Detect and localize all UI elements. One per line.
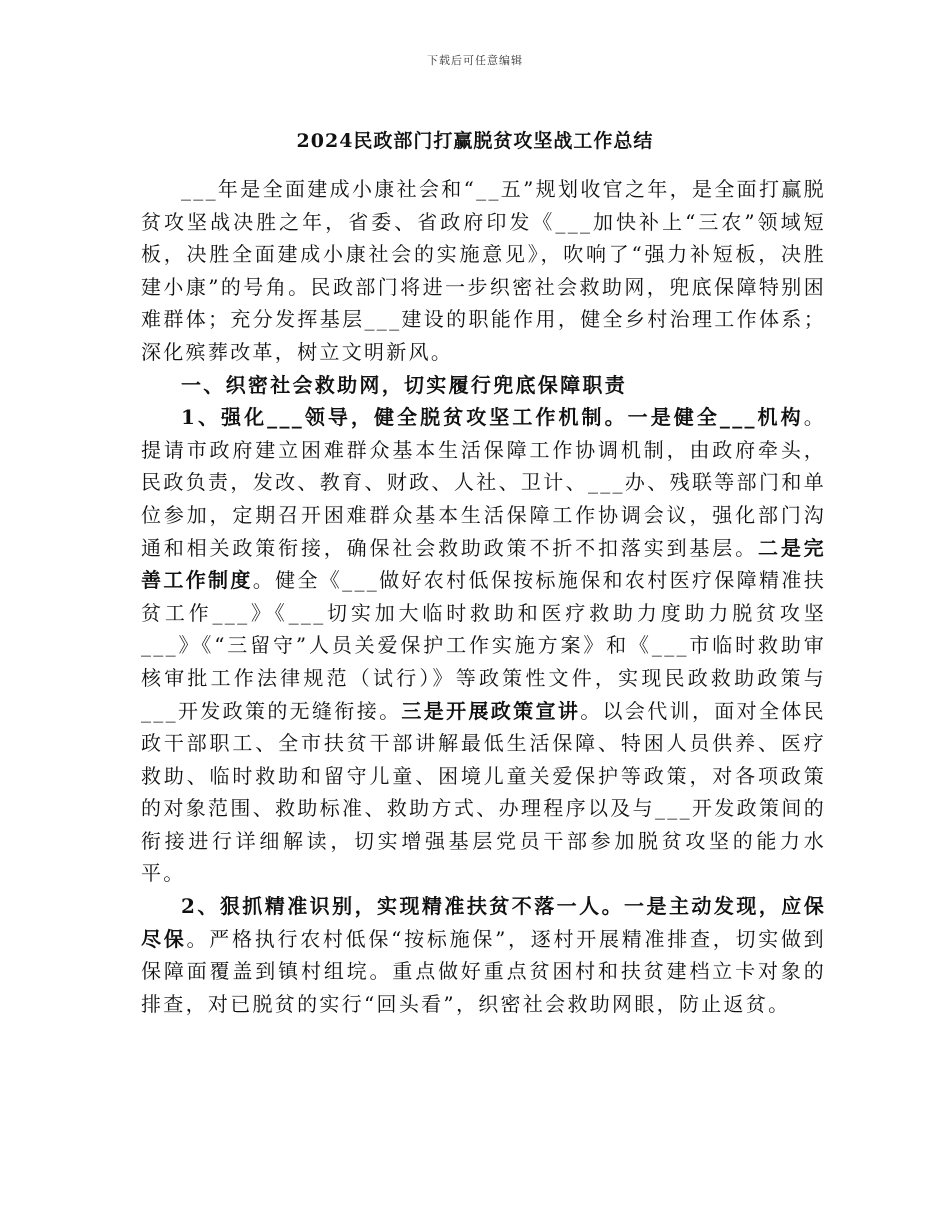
document-body xyxy=(141,173,826,1020)
paragraph-1-bold-3: 三是开展政策宣讲 xyxy=(401,698,581,723)
paragraph-1-text-2: 。健全《___做好农村低保按标施保和农村医疗保障精准扶贫工作___》《___切实加大临时救助和医疗救助力度助力脱贫攻坚___》《“三留守”人员关爱保护工作实施方案》和《___市临时救助审核审批工作法律规范（试行）》等政策性文件，实现民政救助政策与___开发政策的无缝衔接。 xyxy=(141,568,827,723)
document-title: 2024民政部门打赢脱贫攻坚战工作总结 xyxy=(296,130,654,152)
header-note: 下载后可任意编辑 xyxy=(427,54,523,67)
paragraph-1 xyxy=(141,401,826,890)
paragraph-1-bold-2: 二是完善工作制度 xyxy=(141,535,826,593)
paragraph-2 xyxy=(141,890,826,1020)
paragraph-1-lead: 1、强化___领导，健全脱贫攻坚工作机制。一是健全___机构 xyxy=(181,405,804,430)
paragraph-1-text-1: 。提请市政府建立困难群众基本生活保障工作协调机制，由政府牵头，民政负责，发改、教育、财政、人社、卫计、___办、残联等部门和单位参加，定期召开困难群众基本生活保障工作协调会议，强化部门沟通和相关政策衔接，确保社会救助政策不折不扣落实到基层。 xyxy=(141,405,826,560)
section-1-heading: 一、织密社会救助网，切实履行兜底保障职责 xyxy=(181,372,627,397)
intro-paragraph: ___年是全面建成小康社会和“__五”规划收官之年，是全面打赢脱贫攻坚战决胜之年，省委、省政府印发《___加快补上“三农”领域短板，决胜全面建成小康社会的实施意见》，吹响了“强力补短板，决胜建小康”的号角。民政部门将进一步织密社会救助网，兜底保障特别困难群体；充分发挥基层___建设的职能作用，健全乡村治理工作体系；深化殡葬改革，树立文明新风。 xyxy=(141,177,826,364)
paragraph-1-text-3: 。以会代训，面对全体民政干部职工、全市扶贫干部讲解最低生活保障、特困人员供养、医疗救助、临时救助和留守儿童、困境儿童关爱保护等政策，对各项政策的对象范围、救助标准、救助方式、办理程序以及与___开发政策间的衔接进行详细解读，切实增强基层党员干部参加脱贫攻坚的能力水平。 xyxy=(141,698,826,886)
paragraph-2-text-1: 。严格执行农村低保“按标施保”，逐村开展精准排查，切实做到保障面覆盖到镇村组垸。重点做好重点贫困村和扶贫建档立卡对象的排查，对已脱贫的实行“回头看”，织密社会救助网眼，防止返贫。 xyxy=(141,926,826,1016)
paragraph-2-lead: 2、狠抓精准识别，实现精准扶贫不落一人。一是主动发现，应保尽保 xyxy=(141,894,826,951)
